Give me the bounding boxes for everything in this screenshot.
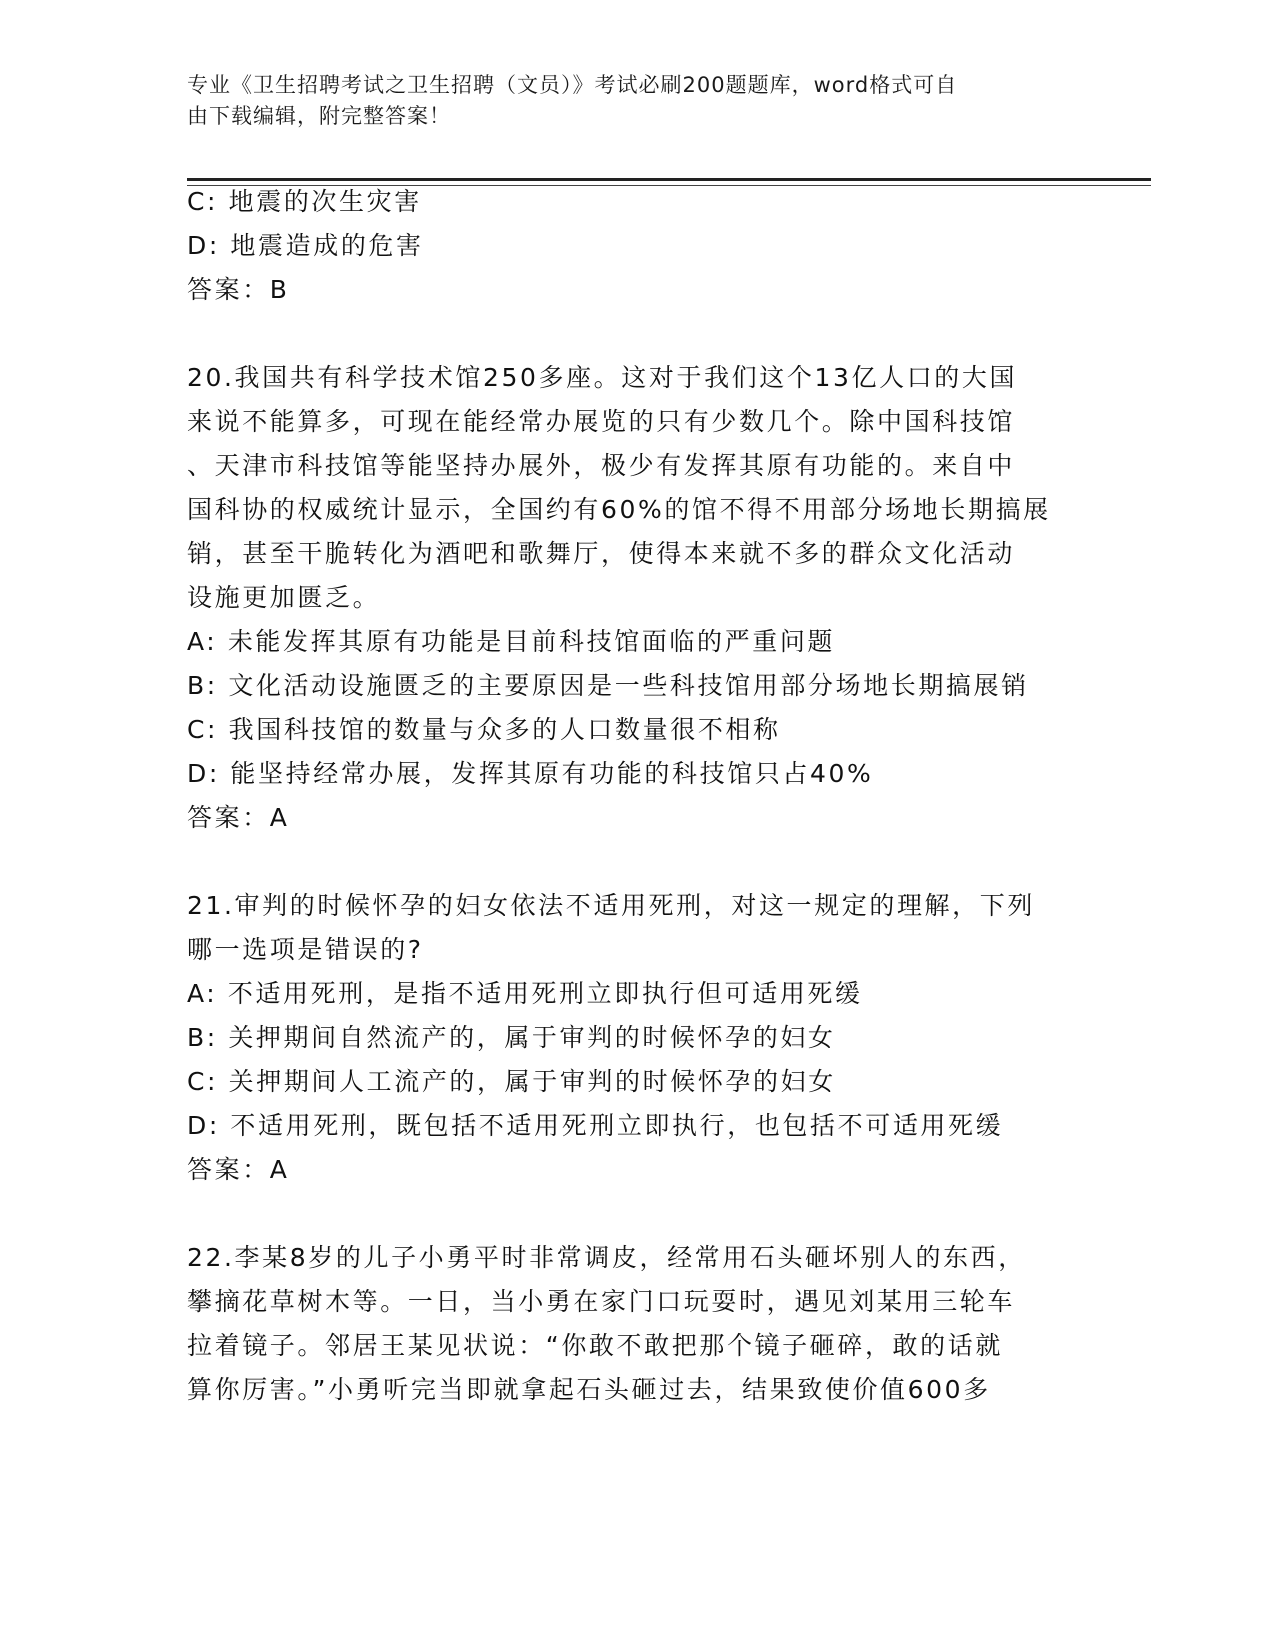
q19-option-c: C: 地震的次生灾害 bbox=[187, 187, 422, 216]
q20-text-line-6: 设施更加匮乏。 bbox=[187, 583, 381, 612]
q21-option-c: C: 关押期间人工流产的，属于审判的时候怀孕的妇女 bbox=[187, 1067, 836, 1096]
q20-option-b: B: 文化活动设施匮乏的主要原因是一些科技馆用部分场地长期搞展销 bbox=[187, 671, 1029, 700]
q20-text-line-5: 销，甚至干脆转化为酒吧和歌舞厅，使得本来就不多的群众文化活动 bbox=[187, 539, 1016, 568]
q21-option-b: B: 关押期间自然流产的，属于审判的时候怀孕的妇女 bbox=[187, 1023, 836, 1052]
q22-text-line-3: 拉着镜子。邻居王某见状说：“你敢不敢把那个镜子砸碎，敢的话就 bbox=[187, 1331, 1003, 1360]
q20-text-line-2: 来说不能算多，可现在能经常办展览的只有少数几个。除中国科技馆 bbox=[187, 407, 1016, 436]
q21-option-d: D: 不适用死刑，既包括不适用死刑立即执行，也包括不可适用死缓 bbox=[187, 1111, 1004, 1140]
header-line-2: 由下载编辑，附完整答案！ bbox=[187, 104, 451, 128]
header-divider-thick bbox=[187, 178, 1151, 181]
q20-text-line-1: 20.我国共有科学技术馆250多座。这对于我们这个13亿人口的大国 bbox=[187, 363, 1018, 392]
q21-option-a: A: 不适用死刑，是指不适用死刑立即执行但可适用死缓 bbox=[187, 979, 863, 1008]
q20-option-c: C: 我国科技馆的数量与众多的人口数量很不相称 bbox=[187, 715, 781, 744]
page-header bbox=[187, 70, 1087, 132]
q20-answer: 答案：A bbox=[187, 803, 290, 832]
header-line-1: 专业《卫生招聘考试之卫生招聘（文员）》考试必刷200题题库，word格式可自 bbox=[187, 73, 958, 97]
q20-text-line-4: 国科协的权威统计显示，全国约有60%的馆不得不用部分场地长期搞展 bbox=[187, 495, 1051, 524]
q21-text-line-1: 21.审判的时候怀孕的妇女依法不适用死刑，对这一规定的理解，下列 bbox=[187, 891, 1035, 920]
q19-answer: 答案：B bbox=[187, 275, 290, 304]
q20-option-a: A: 未能发挥其原有功能是目前科技馆面临的严重问题 bbox=[187, 627, 836, 656]
q21-text-line-2: 哪一选项是错误的? bbox=[187, 935, 424, 964]
q20-option-d: D: 能坚持经常办展，发挥其原有功能的科技馆只占40% bbox=[187, 759, 874, 788]
q20-text-line-3: 、天津市科技馆等能坚持办展外，极少有发挥其原有功能的。来自中 bbox=[187, 451, 1016, 480]
q22-text-line-1: 22.李某8岁的儿子小勇平时非常调皮，经常用石头砸坏别人的东西， bbox=[187, 1243, 1026, 1272]
q22-text-line-2: 攀摘花草树木等。一日，当小勇在家门口玩耍时，遇见刘某用三轮车 bbox=[187, 1287, 1016, 1316]
q22-text-line-4: 算你厉害。”小勇听完当即就拿起石头砸过去，结果致使价值600多 bbox=[187, 1375, 991, 1404]
q21-answer: 答案：A bbox=[187, 1155, 290, 1184]
q19-option-d: D: 地震造成的危害 bbox=[187, 231, 424, 260]
